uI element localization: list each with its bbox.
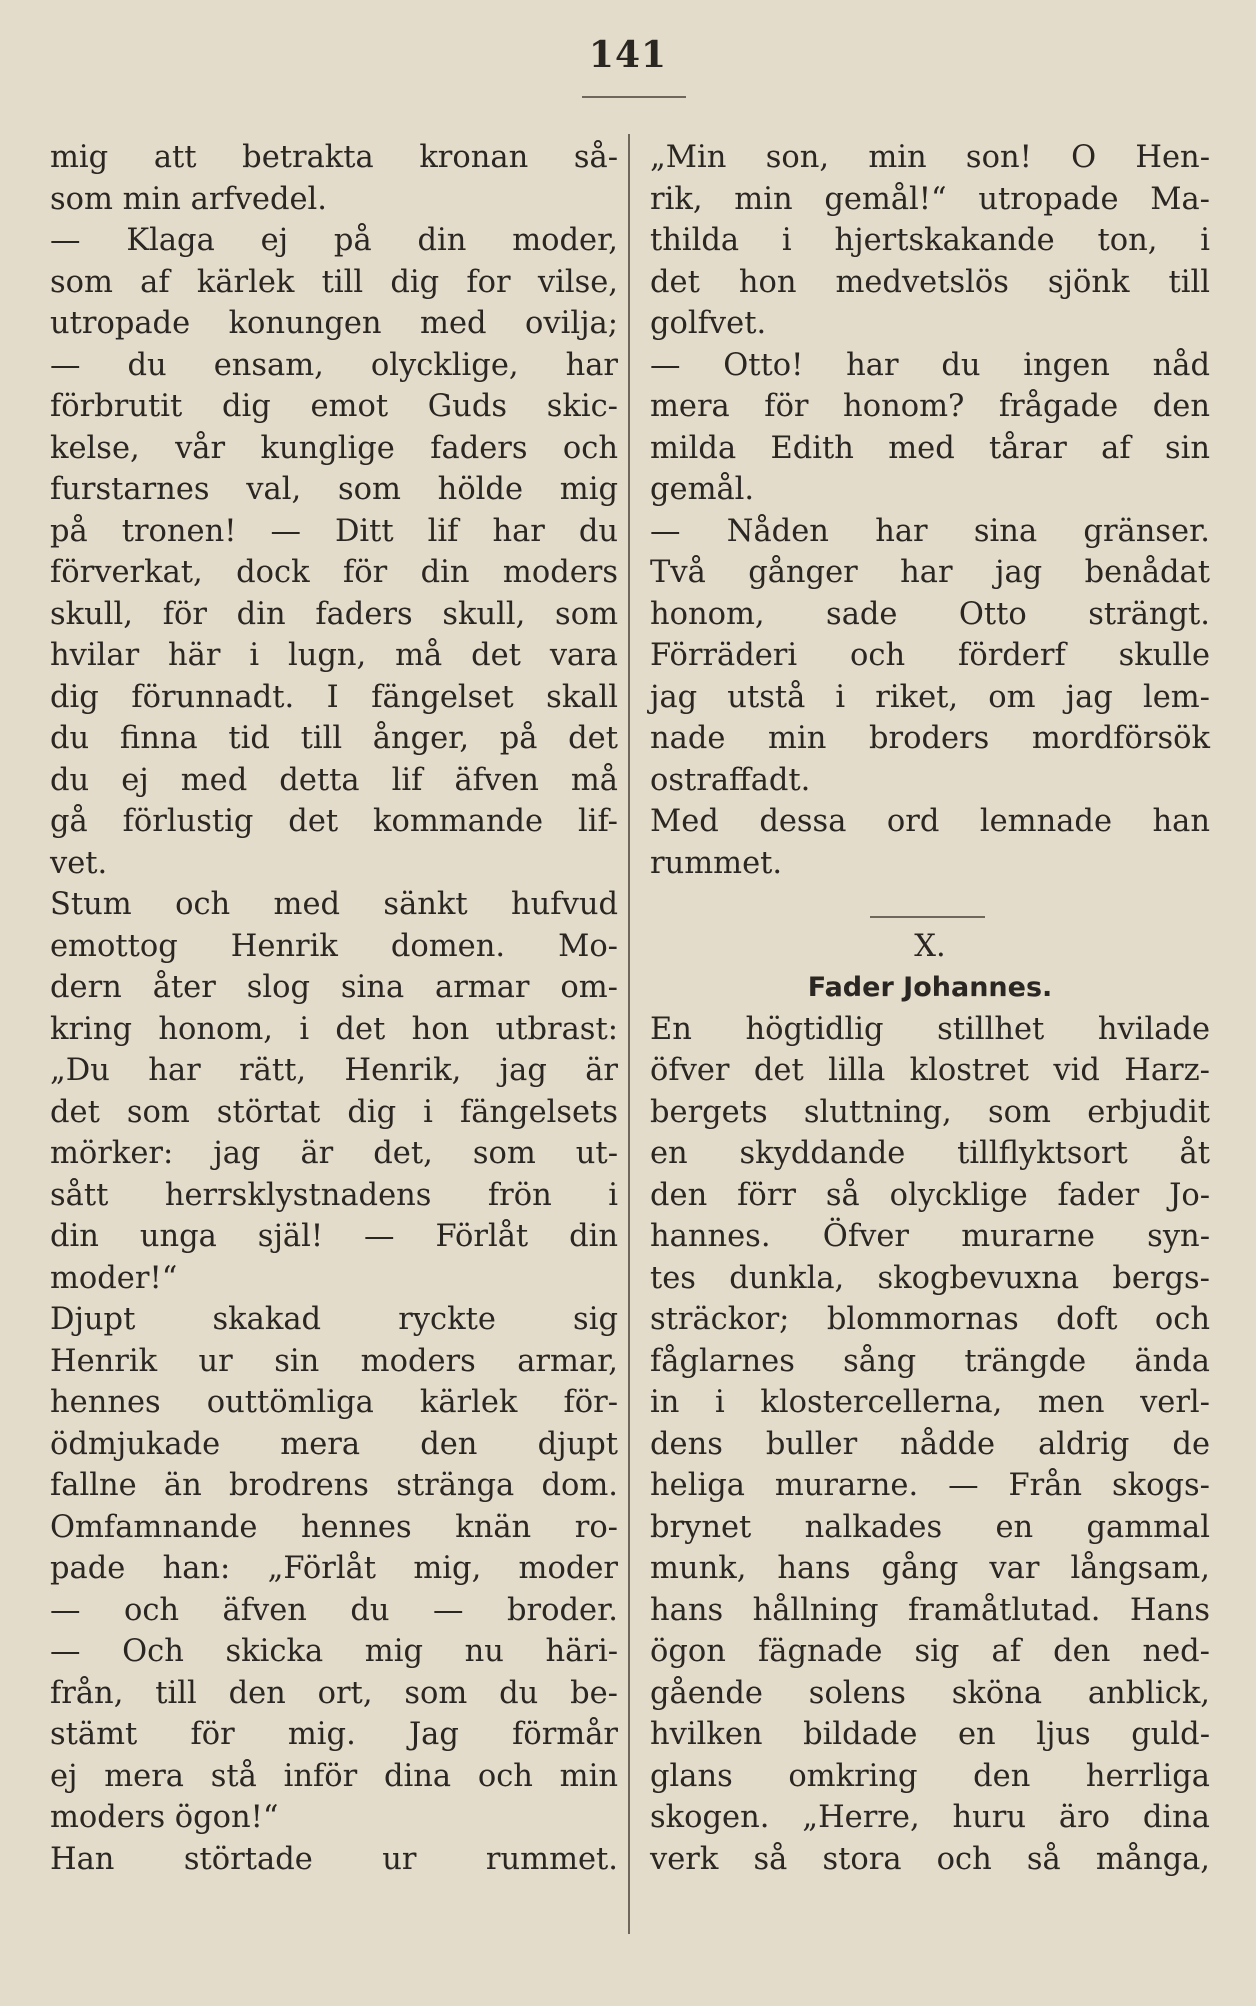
chapter-number: X. [914,928,946,964]
text-line: sått herrsklystnadens frön i [50,1177,618,1213]
text-line: tes dunkla, skogbevuxna bergs- [650,1260,1210,1296]
text-line: verk så stora och så många, [650,1841,1210,1877]
text-line: det hon medvetslös sjönk till [650,264,1210,300]
text-line: från, till den ort, som du be- [50,1675,618,1711]
text-line: vet. [50,845,108,881]
text-line: heliga murarne. — Från skogs- [650,1468,1210,1503]
text-line: hvilar här i lugn, må det vara [50,638,618,673]
chapter-title: Fader Johannes. [807,972,1053,1003]
text-line: förbrutit dig emot Guds skic- [50,389,618,424]
text-line: rik, min gemål!“ utropade Ma- [650,181,1210,217]
text-line: mera för honom? frågade den [650,389,1210,424]
header-rule [582,96,686,98]
text-line: gående solens sköna anblick, [650,1675,1210,1711]
text-line: in i klostercellerna, men verl- [650,1385,1210,1420]
text-line: Djupt skakad ryckte sig [50,1302,618,1337]
column-divider [628,134,630,1934]
text-line: som af kärlek till dig for vilse, [50,264,618,300]
text-line: moder!“ [50,1260,178,1296]
text-line: du finna tid till ånger, på det [50,721,618,756]
text-line: Henrik ur sin moders armar, [50,1343,618,1379]
text-line: ögon fägnade sig af den ned- [650,1634,1210,1669]
text-line: Han störtade ur rummet. [50,1841,618,1877]
text-line: jag utstå i riket, om jag lem- [650,679,1210,715]
right-column-bottom-text [650,1009,1210,1881]
text-line: brynet nalkades en gammal [650,1509,1210,1545]
text-line: Med dessa ord lemnade han [650,804,1210,839]
text-line: skogen. „Herre, huru äro dina [650,1800,1210,1835]
text-line: Stum och med sänkt hufvud [50,887,618,922]
text-line: dern åter slog sina armar om- [50,970,618,1005]
text-line: dens buller nådde aldrig de [650,1426,1210,1462]
text-line: ödmjukade mera den djupt [50,1426,618,1462]
text-line: — du ensam, olycklige, har [50,347,618,383]
text-line: Omfamnande hennes knän ro- [50,1509,618,1545]
text-line: pade han: „Förlåt mig, moder [50,1551,618,1586]
text-line: dig förunnadt. I fängelset skall [50,679,618,715]
text-line: — Otto! har du ingen nåd [650,347,1210,383]
text-line: kring honom, i det hon utbrast: [50,1011,618,1047]
text-line: stämt för mig. Jag förmår [50,1717,618,1752]
text-line: rummet. [650,845,783,881]
text-line: som min arfvedel. [50,181,328,217]
text-line: hennes outtömliga kärlek för- [50,1385,618,1420]
text-line: honom, sade Otto strängt. [650,596,1210,632]
text-line: glans omkring den herrliga [650,1758,1210,1794]
text-line: ostraffadt. [650,762,811,798]
text-line: den förr så olycklige fader Jo- [650,1177,1210,1213]
left-column [50,137,618,1880]
text-line: utropade konungen med ovilja; [50,306,618,341]
text-line: gå förlustig det kommande lif- [50,804,618,839]
text-line: mig att betrakta kronan så- [50,140,618,175]
right-column [650,137,1210,1880]
text-line: „Min son, min son! O Hen- [650,140,1210,175]
text-line: ej mera stå inför dina och min [50,1758,618,1794]
text-line: „Du har rätt, Henrik, jag är [50,1053,618,1088]
text-line: Två gånger har jag benådat [650,555,1210,590]
text-line: förverkat, dock för din moders [50,555,618,590]
text-line: golfvet. [650,306,767,341]
text-line: sträckor; blommornas doft och [650,1302,1210,1337]
text-line: på tronen! — Ditt lif har du [50,513,618,549]
text-line: fallne än brodrens stränga dom. [50,1468,618,1503]
chapter-separator-rule [650,884,1210,926]
text-line: nade min broders mordförsök [650,721,1210,756]
text-line: furstarnes val, som hölde mig [50,472,618,507]
text-line: — Klaga ej på din moder, [50,223,618,258]
text-line: thilda i hjertskakande ton, i [650,223,1210,258]
text-line: öfver det lilla klostret vid Harz- [650,1053,1210,1088]
text-line: fåglarnes sång trängde ända [650,1343,1210,1379]
text-line: hvilken bildade en ljus guld- [650,1717,1210,1752]
text-line: munk, hans gång var långsam, [650,1551,1210,1586]
text-line: du ej med detta lif äfven må [50,762,618,798]
text-line: gemål. [650,472,755,507]
text-line: hannes. Öfver murarne syn- [650,1219,1210,1254]
text-line: emottog Henrik domen. Mo- [50,928,618,964]
text-line: En högtidlig stillhet hvilade [650,1011,1210,1047]
text-line: Förräderi och förderf skulle [650,638,1210,673]
page-number: 141 [588,34,668,76]
text-line: hans hållning framåtlutad. Hans [650,1592,1210,1628]
text-line: en skyddande tillflyktsort åt [650,1136,1210,1171]
text-line: din unga själ! — Förlåt din [50,1219,618,1254]
text-line: moders ögon!“ [50,1800,279,1835]
right-column-top-text [650,137,1210,884]
text-line: skull, för din faders skull, som [50,596,618,632]
text-line: — Och skicka mig nu häri- [50,1634,618,1669]
text-line: det som störtat dig i fängelsets [50,1094,618,1130]
text-line: — och äfven du — broder. [50,1592,618,1628]
text-line: kelse, vår kunglige faders och [50,430,618,466]
text-line: bergets sluttning, som erbjudit [650,1094,1210,1130]
text-line: mörker: jag är det, som ut- [50,1136,618,1171]
text-line: milda Edith med tårar af sin [650,430,1210,466]
text-line: — Nåden har sina gränser. [650,513,1210,549]
